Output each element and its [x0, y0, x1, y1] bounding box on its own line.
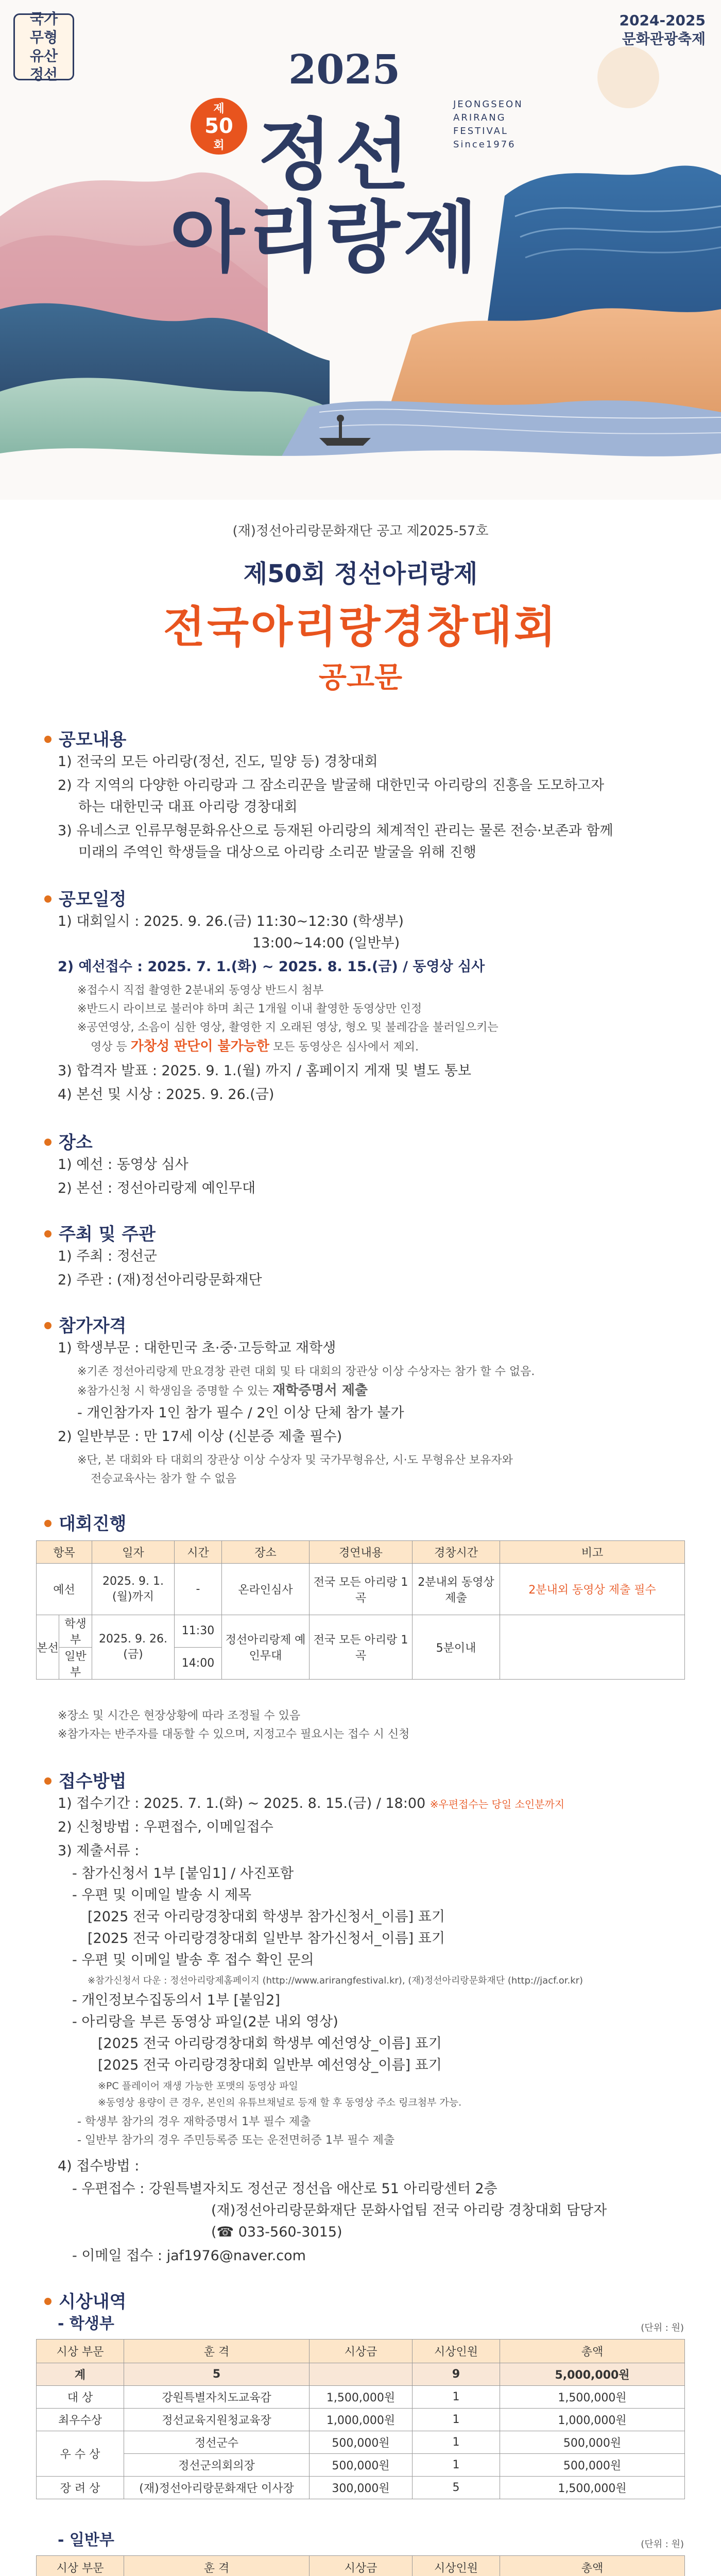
column-header: 장소 — [222, 1541, 310, 1564]
section-title: 참가자격 — [44, 1312, 126, 1337]
column-header: 총액 — [500, 2340, 685, 2363]
unit-note: (단위 : 원) — [641, 2323, 684, 2333]
note-part: ※우편접수는 당일 소인분까지 — [430, 1798, 565, 1810]
text-line: 2) 각 지역의 다양한 아리랑과 그 잠소리꾼을 발굴해 대한민국 아리랑의 진흥을 도모하고자 — [58, 777, 605, 793]
subsection-title: - 일반부 — [58, 2531, 114, 2549]
table-cell: 최우수상 — [37, 2409, 124, 2431]
note-line: ※반드시 라이브로 불러야 하며 최근 1개월 이내 촬영한 동영상만 인정 — [77, 1003, 422, 1015]
text-line: 2) 일반부문 : 만 17세 이상 (신분증 제출 필수) — [58, 1429, 342, 1445]
column-header: 시상 부문 — [37, 2340, 124, 2363]
eng-line: Since1976 — [453, 139, 516, 150]
text-line: 1) 대회일시 : 2025. 9. 26.(금) 11:30~12:30 (학생부) — [58, 913, 404, 929]
note-line: 전승교육사는 참가 할 수 없음 — [91, 1472, 236, 1485]
section-title: 접수방법 — [44, 1767, 126, 1792]
text-line: [2025 전국 아리랑경창대회 일반부 참가신청서_이름] 표기 — [88, 1930, 445, 1946]
note-line: - 학생부 참가의 경우 재학증명서 1부 필수 제출 — [77, 2115, 311, 2128]
notice-badge — [286, 653, 435, 698]
table-cell: 1 — [413, 2431, 500, 2454]
column-header: 시상 부문 — [37, 2556, 124, 2576]
table-row — [37, 2454, 685, 2477]
note-line: ※참가자는 반주자를 대동할 수 있으며, 지정고수 필요시는 접수 시 신청 — [58, 1728, 410, 1741]
division-label: 일반부 — [64, 1650, 87, 1679]
festival-edition — [620, 11, 706, 48]
badge-number: 50 — [204, 114, 233, 138]
text-line: [2025 전국 아리랑경창대회 일반부 예선영상_이름] 표기 — [98, 2057, 442, 2073]
table-cell: 장 려 상 — [37, 2477, 124, 2499]
edition-years: 2024-2025 — [619, 12, 706, 29]
table-cell: 강원특별자치도교육감 — [124, 2386, 310, 2409]
table-header-row — [37, 1541, 685, 1564]
table-cell: 전국 모든 아리랑 1곡 — [310, 1615, 413, 1680]
text-line: - 이메일 접수 : jaf1976@naver.com — [72, 2248, 306, 2264]
title-jeongseon: 정선 — [258, 110, 413, 200]
text-line: [2025 전국 아리랑경창대회 학생부 참가신청서_이름] 표기 — [88, 1909, 445, 1925]
text-line: 2) 주관 : (재)정선아리랑문화재단 — [58, 1272, 262, 1288]
column-header: 시상금 — [310, 2340, 413, 2363]
table-cell: 300,000원 — [310, 2477, 413, 2499]
column-header: 시상금 — [310, 2556, 413, 2576]
note-emphasis: 재학증명서 제출 — [272, 1383, 368, 1398]
note-emphasis: 가창성 판단이 불가능한 — [130, 1039, 270, 1054]
table-cell: 5 — [413, 2477, 500, 2499]
text-line: - 아리랑을 부른 동영상 파일(2분 내외 영상) — [72, 2014, 338, 2030]
table-cell: 5,000,000원 — [500, 2363, 685, 2386]
table-cell: 1,500,000원 — [500, 2386, 685, 2409]
text-line: 미래의 주역인 학생들을 대상으로 아리랑 소리꾼 발굴을 위해 진행 — [78, 844, 476, 860]
table-cell: 2분내외 동영상 제출 필수 — [500, 1564, 685, 1615]
note-line: ※동영상 용량이 큰 경우, 본인의 유튜브채널로 등재 할 후 동영상 주소 링크첨부 가능. — [98, 2097, 462, 2108]
section-title: 대회진행 — [44, 1510, 126, 1535]
table-header-row — [37, 2556, 685, 2576]
column-header: 훈 격 — [124, 2340, 310, 2363]
badge-suffix: 회 — [213, 139, 225, 152]
title-arirangje: 아리랑제 — [170, 192, 481, 283]
text-line: 3) 유네스코 인류무형문화유산으로 등재된 아리랑의 체계적인 관리는 물론 전승·보존과 함께 — [58, 823, 613, 839]
total-row — [37, 2363, 685, 2386]
text-line: - 참가신청서 1부 [붙임1] / 사진포함 — [72, 1866, 294, 1882]
section-title: 시상내역 — [44, 2287, 126, 2313]
table-cell: 대 상 — [37, 2386, 124, 2409]
section-title: 공모일정 — [44, 885, 126, 910]
table-cell: - — [175, 1564, 222, 1615]
note-line: - 일반부 참가의 경우 주민등록증 또는 운전면허증 1부 필수 제출 — [77, 2134, 395, 2147]
table-cell: 우 수 상 — [37, 2431, 124, 2477]
table-cell: 9 — [413, 2363, 500, 2386]
text-line: 1) 전국의 모든 아리랑(정선, 진도, 밀양 등) 경창대회 — [58, 754, 378, 770]
table-cell: 1 — [413, 2454, 500, 2477]
table-row — [37, 1615, 685, 1648]
table-row — [37, 2386, 685, 2409]
text-line: [2025 전국 아리랑경창대회 학생부 예선영상_이름] 표기 — [98, 2036, 442, 2052]
seal-line: 정선 — [29, 66, 58, 83]
year-text: 2025 — [288, 46, 401, 93]
section-title: 공모내용 — [44, 725, 126, 751]
table-row — [37, 1564, 685, 1615]
text-line: - 개인참가자 1인 참가 필수 / 2인 이상 단체 참가 불가 — [77, 1405, 404, 1421]
text-line: 하는 대한민국 대표 아리랑 경창대회 — [78, 799, 298, 815]
text-line: 2) 신청방법 : 우편접수, 이메일접수 — [58, 1819, 273, 1835]
section-title: 장소 — [44, 1128, 93, 1154]
division-label: 학생부 — [59, 1615, 92, 1648]
table-cell — [37, 1615, 92, 1680]
text-line: 2) 본선 : 정선아리랑제 예인무대 — [58, 1180, 256, 1196]
badge-text: 공고문 — [318, 661, 403, 694]
student-awards-table — [36, 2339, 685, 2499]
table-cell: 정선군수 — [124, 2431, 310, 2454]
note-line: ※장소 및 시간은 현장상황에 따라 조정될 수 있음 — [58, 1709, 301, 1722]
text-line: 1) 주최 : 정선군 — [58, 1248, 157, 1264]
text-line: 3) 제출서류 : — [58, 1843, 140, 1859]
table-cell: 1,500,000원 — [310, 2386, 413, 2409]
table-cell: 정선교육지원청교육장 — [124, 2409, 310, 2431]
seal-line: 무형 — [29, 29, 58, 46]
text-line: 4) 본선 및 시상 : 2025. 9. 26.(금) — [58, 1087, 274, 1103]
unit-note: (단위 : 원) — [641, 2539, 684, 2550]
table-cell: 계 — [37, 2363, 124, 2386]
column-header: 일자 — [92, 1541, 175, 1564]
table-cell — [310, 2363, 413, 2386]
table-cell: 11:30 — [175, 1615, 222, 1648]
column-header: 시상인원 — [413, 2556, 500, 2576]
note-line: ※공연영상, 소음이 심한 영상, 촬영한 지 오래된 영상, 형오 및 불레감을 불러일으키는 — [77, 1021, 499, 1034]
table-cell: (재)정선아리랑문화재단 이사장 — [124, 2477, 310, 2499]
table-cell: 1,000,000원 — [500, 2409, 685, 2431]
text-line: 1) 예선 : 동영상 심사 — [58, 1157, 188, 1173]
seal-line: 국가 — [29, 10, 58, 27]
table-cell: 전국 모든 아리랑 1곡 — [310, 1564, 413, 1615]
notice-title: 전국아리랑경창대회 — [163, 602, 558, 652]
note-part: 영상 등 — [91, 1041, 131, 1054]
text-line: 4) 접수방법 : — [58, 2158, 140, 2174]
table-cell: 2025. 9. 26.(금) — [92, 1615, 175, 1680]
table-cell: 14:00 — [175, 1647, 222, 1680]
text-line — [58, 1794, 564, 1814]
eng-line: ARIRANG — [453, 112, 506, 123]
notice-subtitle: 제50회 정선아리랑제 — [243, 560, 478, 588]
note-part: 모든 동영상은 심사에서 제외. — [269, 1041, 419, 1054]
column-header: 경창시간 — [413, 1541, 500, 1564]
edition-label: 문화관광축제 — [622, 30, 706, 47]
note-line — [91, 1037, 419, 1057]
text-line: - 우편접수 : 강원특별자치도 정선군 정선읍 애산로 51 아리랑센터 2층 — [72, 2181, 497, 2197]
note-line: ※단, 본 대회와 타 대회의 장관상 이상 수상자 및 국가무형유산, 시·도 무형유산 보유자와 — [77, 1454, 513, 1467]
text-part: 1) 접수기간 : 2025. 7. 1.(화) ~ 2025. 8. 15.(금) / 18:00 — [58, 1795, 430, 1811]
notice-number: (재)정선아리랑문화재단 공고 제2025-57호 — [232, 523, 489, 539]
table-cell: 500,000원 — [310, 2454, 413, 2477]
seal-line: 유산 — [29, 47, 58, 64]
table-cell: 온라인심사 — [222, 1564, 310, 1615]
note-line: ※PC 플레이어 재생 가능한 포맷의 동영상 파일 — [98, 2080, 298, 2092]
50th-badge — [191, 98, 247, 155]
national-heritage-seal — [13, 10, 74, 83]
text-line: (재)정선아리랑문화재단 문화사업팀 전국 아리랑 경창대회 담당자 — [211, 2202, 607, 2218]
table-cell — [500, 1615, 685, 1680]
eng-line: JEONGSEON — [453, 99, 523, 110]
note-line: ※기존 정선아리랑제 만요경창 관련 대회 및 타 대회의 장관상 이상 수상자는 참가 할 수 없음. — [77, 1365, 535, 1378]
table-cell: 5분이내 — [413, 1615, 500, 1680]
table-cell: 500,000원 — [310, 2431, 413, 2454]
table-cell: 1,500,000원 — [500, 2477, 685, 2499]
column-header: 비고 — [500, 1541, 685, 1564]
table-cell: 2025. 9. 1.(월)까지 — [92, 1564, 175, 1615]
table-cell: 1,000,000원 — [310, 2409, 413, 2431]
note-line: ※참가신청서 다운 : 정선아리랑제홈페이지 (http://www.arirangfestival.kr), (재)정선아리랑문화재단 (http://jacf.or.kr) — [88, 1975, 583, 1986]
note-line — [77, 1381, 368, 1401]
note-part: ※참가신청 시 학생임을 증명할 수 있는 — [77, 1385, 273, 1398]
badge-prefix: 제 — [213, 103, 225, 115]
round-label: 본선 — [37, 1615, 59, 1679]
english-title — [453, 98, 523, 151]
table-cell: 정선군의회의장 — [124, 2454, 310, 2477]
table-cell: 500,000원 — [500, 2431, 685, 2454]
table-cell: 1 — [413, 2409, 500, 2431]
column-header: 경연내용 — [310, 1541, 413, 1564]
table-cell: 2분내외 동영상 제출 — [413, 1564, 500, 1615]
table-row — [37, 2477, 685, 2499]
text-line: - 우편 및 이메일 발송 시 제목 — [72, 1887, 252, 1903]
table-cell: 1 — [413, 2386, 500, 2409]
hero-banner — [0, 0, 721, 500]
table-row — [37, 2431, 685, 2454]
general-awards-table — [36, 2555, 685, 2576]
schedule-table — [36, 1540, 685, 1680]
column-header: 시상인원 — [413, 2340, 500, 2363]
text-line: 3) 합격자 발표 : 2025. 9. 1.(월) 까지 / 홈페이지 게재 및 별도 통보 — [58, 1063, 471, 1079]
column-header: 총액 — [500, 2556, 685, 2576]
text-line: - 우편 및 이메일 발송 후 접수 확인 문의 — [72, 1952, 314, 1968]
text-line: 13:00~14:00 (일반부) — [252, 935, 400, 951]
table-cell: 500,000원 — [500, 2454, 685, 2477]
eng-line: FESTIVAL — [453, 126, 508, 137]
text-line: 2) 예선접수 : 2025. 7. 1.(화) ~ 2025. 8. 15.(금) / 동영상 심사 — [58, 959, 485, 975]
text-line: - 개인정보수집동의서 1부 [붙임2] — [72, 1992, 280, 2008]
note-line: ※접수시 직접 촬영한 2분내외 동영상 반드시 첨부 — [77, 984, 324, 997]
table-cell: 정선아리랑제 예인무대 — [222, 1615, 310, 1680]
table-header-row — [37, 2340, 685, 2363]
column-header: 훈 격 — [124, 2556, 310, 2576]
text-line: 1) 학생부문 : 대한민국 초·중·고등학교 재학생 — [58, 1340, 336, 1356]
column-header: 항목 — [37, 1541, 92, 1564]
column-header: 시간 — [175, 1541, 222, 1564]
table-cell: 예선 — [37, 1564, 92, 1615]
text-line: (☎ 033-560-3015) — [211, 2224, 342, 2240]
table-row — [37, 2409, 685, 2431]
table-cell: 5 — [124, 2363, 310, 2386]
section-title: 주최 및 주관 — [44, 1220, 156, 1245]
subsection-title: - 학생부 — [58, 2315, 114, 2333]
